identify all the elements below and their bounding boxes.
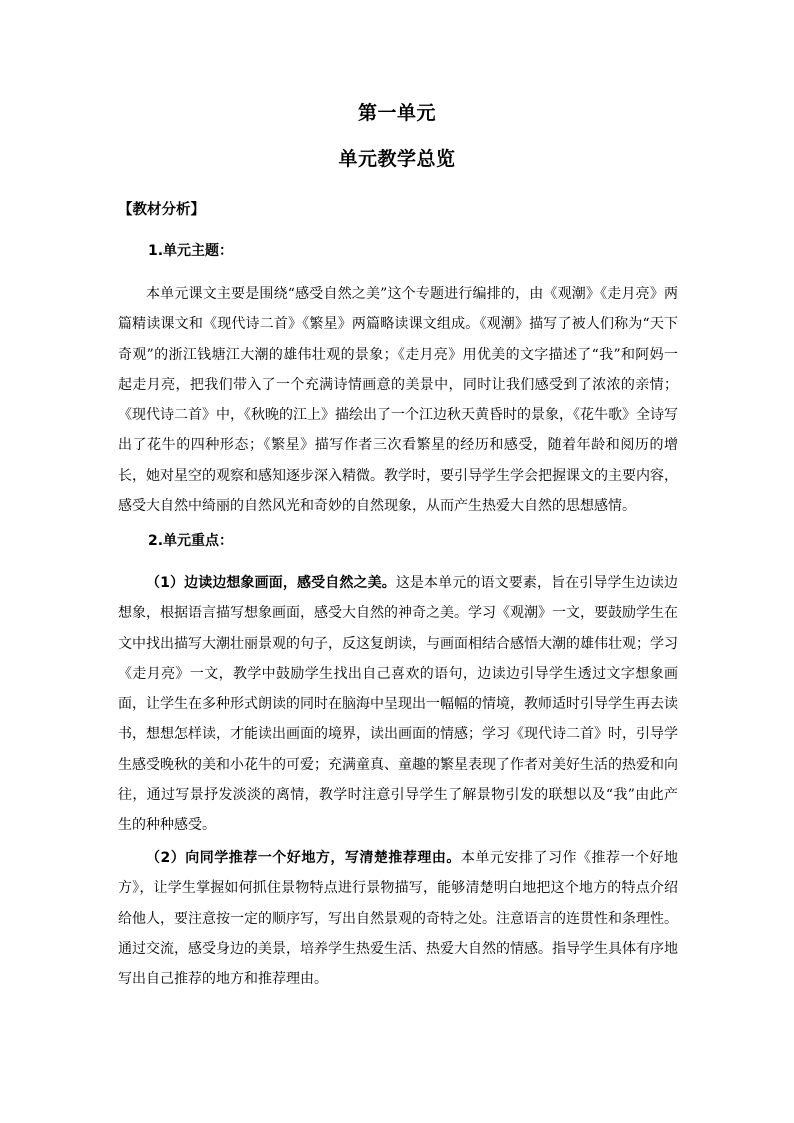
unit-title: 第一单元 bbox=[357, 102, 436, 124]
section-label-textbook-analysis: 【教材分析】 bbox=[118, 202, 205, 218]
focus-point-2-paragraph bbox=[118, 843, 678, 994]
unit-theme-paragraph: 本单元课文主要是围绕“感受自然之美”这个专题进行编排的，由《观潮》《走月亮》两篇精读课文和《现代诗二首》《繁星》两篇略读课文组成。《观潮》描写了被人们称为“天下奇观”的浙江钱塘江大潮的雄伟壮观的景象；《走月亮》用优美的文字描述了“我”和阿妈一起走月亮，把我们带入了一个充满诗情画意的美景中，同时让我们感受到了浓浓的亲情；《现代诗二首》中，《秋晚的江上》描绘出了一个江边秋天黄昏时的景象，《花牛歌》全诗写出了花牛的四种形态；《繁星》描写作者三次看繁星的经历和感受，随着年龄和阅历的增长，她对星空的观察和感知逐步深入精微。教学时，要引导学生学会把握课文的主要内容，感受大自然中绮丽的自然风光和奇妙的自然现象，从而产生热爱大自然的思想感情。 bbox=[118, 286, 678, 515]
focus-point-2-lead: （2）向同学推荐一个好地方，写清楚推荐理由。 bbox=[146, 850, 461, 866]
focus-point-2-text: 本单元安排了习作《推荐一个好地方》，让学生掌握如何抓住景物特点进行景物描写，能够清楚明白地把这个地方的特点介绍给他人，要注意按一定的顺序写，写出自然景观的奇特之处。注意语言的连贯性和条理性。通过交流，感受身边的美景，培养学生热爱生活、热爱大自然的情感。指导学生具体有序地写出自己推荐的地方和推荐理由。 bbox=[118, 850, 679, 988]
focus-point-1-paragraph bbox=[118, 568, 678, 841]
overview-title: 单元教学总览 bbox=[338, 148, 456, 170]
focus-point-1-lead: （1）边读边想象画面，感受自然之美。 bbox=[146, 575, 396, 591]
unit-theme-heading: 1.单元主题： bbox=[148, 243, 234, 259]
unit-focus-heading: 2.单元重点： bbox=[148, 533, 234, 549]
focus-point-1-text: 这是本单元的语文要素，旨在引导学生边读边想象，根据语言描写想象画面，感受大自然的神奇之美。学习《观潮》一文，要鼓励学生在文中找出描写大潮壮丽景观的句子，反这复朗读，与画面相结合感悟大潮的雄伟壮观；学习《走月亮》一文，教学中鼓励学生找出自己喜欢的语句，边读边引导学生透过文字想象画面，让学生在多种形式朗读的同时在脑海中呈现出一幅幅的情境，教师适时引导学生再去读书，想想怎样读，才能读出画面的境界，读出画面的情感；学习《现代诗二首》时，引导学生感受晚秋的美和小花牛的可爱；充满童真、童趣的繁星表现了作者对美好生活的热爱和向往，通过写景抒发淡淡的离情，教学时注意引导学生了解景物引发的联想以及“我”由此产生的种种感受。 bbox=[118, 575, 678, 834]
